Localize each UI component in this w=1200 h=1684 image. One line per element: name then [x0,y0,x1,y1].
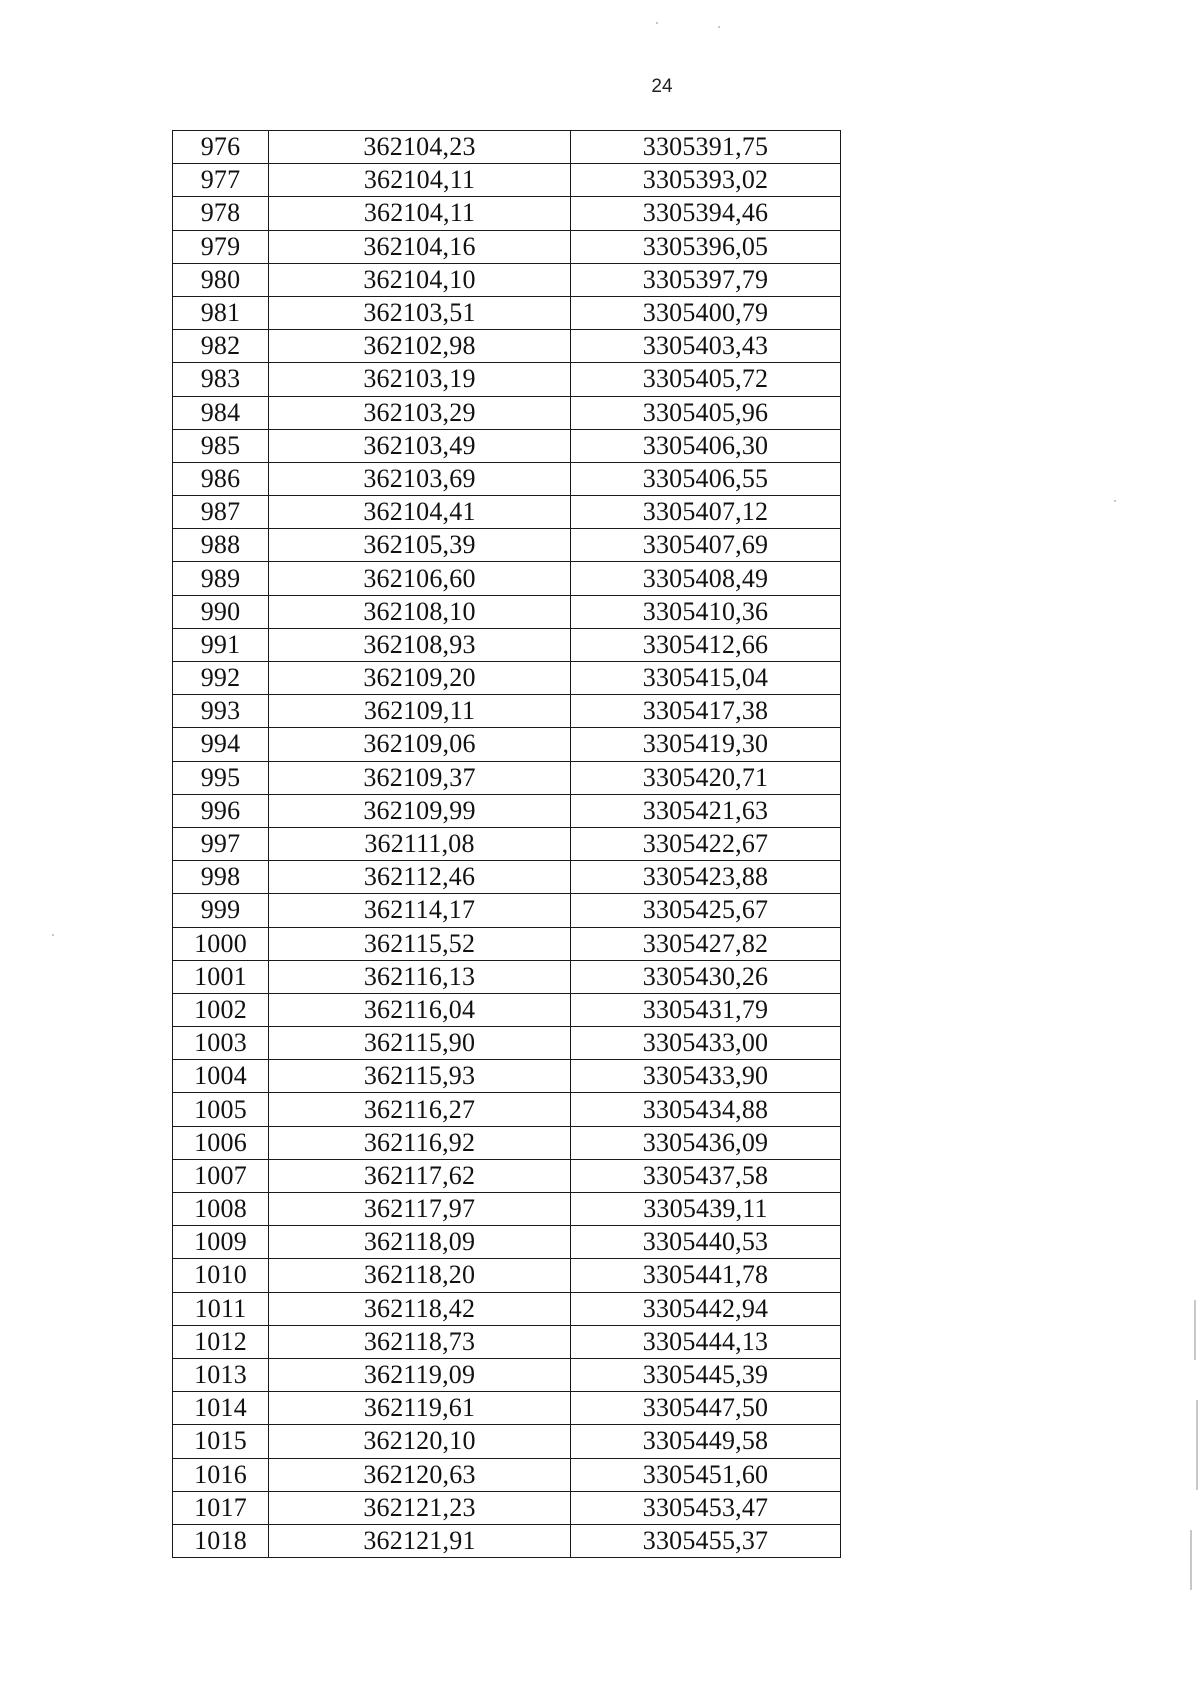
table-row [173,628,841,661]
x-coordinate-cell: 362116,92 [269,1126,571,1159]
y-coordinate-cell: 3305434,88 [571,1093,841,1126]
table-row [173,894,841,927]
table-row [173,1325,841,1358]
y-coordinate-cell: 3305417,38 [571,695,841,728]
table-row [173,761,841,794]
table-row [173,1392,841,1425]
x-coordinate-cell: 362103,51 [269,296,571,329]
point-number-cell: 992 [173,662,269,695]
table-row [173,1027,841,1060]
point-number-cell: 1006 [173,1126,269,1159]
point-number-cell: 983 [173,363,269,396]
point-number-cell: 981 [173,296,269,329]
page-number: 24 [651,76,673,97]
point-number-cell: 978 [173,197,269,230]
point-number-cell: 996 [173,794,269,827]
x-coordinate-cell: 362118,73 [269,1325,571,1358]
table-row [173,1358,841,1391]
point-number-cell: 1004 [173,1060,269,1093]
point-number-cell: 1012 [173,1325,269,1358]
y-coordinate-cell: 3305441,78 [571,1259,841,1292]
point-number-cell: 1001 [173,960,269,993]
point-number-cell: 1009 [173,1226,269,1259]
y-coordinate-cell: 3305393,02 [571,164,841,197]
point-number-cell: 980 [173,263,269,296]
x-coordinate-cell: 362120,63 [269,1458,571,1491]
x-coordinate-cell: 362104,10 [269,263,571,296]
table-row [173,1458,841,1491]
x-coordinate-cell: 362108,93 [269,628,571,661]
table-row [173,562,841,595]
x-coordinate-cell: 362104,41 [269,496,571,529]
point-number-cell: 1000 [173,927,269,960]
table-row [173,230,841,263]
y-coordinate-cell: 3305433,00 [571,1027,841,1060]
y-coordinate-cell: 3305427,82 [571,927,841,960]
x-coordinate-cell: 362112,46 [269,861,571,894]
table-row [173,429,841,462]
table-row [173,263,841,296]
y-coordinate-cell: 3305407,12 [571,496,841,529]
x-coordinate-cell: 362109,37 [269,761,571,794]
point-number-cell: 976 [173,131,269,164]
table-row [173,396,841,429]
y-coordinate-cell: 3305410,36 [571,595,841,628]
table-row [173,927,841,960]
scan-speck [1114,500,1116,502]
y-coordinate-cell: 3305444,13 [571,1325,841,1358]
point-number-cell: 977 [173,164,269,197]
point-number-cell: 1013 [173,1358,269,1391]
scan-speck [1196,1400,1198,1490]
y-coordinate-cell: 3305391,75 [571,131,841,164]
point-number-cell: 1018 [173,1524,269,1557]
point-number-cell: 994 [173,728,269,761]
table-row [173,794,841,827]
point-number-cell: 991 [173,628,269,661]
x-coordinate-cell: 362102,98 [269,330,571,363]
y-coordinate-cell: 3305405,96 [571,396,841,429]
x-coordinate-cell: 362103,69 [269,462,571,495]
table-row [173,1159,841,1192]
table-row [173,1093,841,1126]
x-coordinate-cell: 362106,60 [269,562,571,595]
point-number-cell: 1003 [173,1027,269,1060]
y-coordinate-cell: 3305439,11 [571,1193,841,1226]
scan-speck [1194,1300,1196,1360]
scan-speck [52,934,54,936]
y-coordinate-cell: 3305447,50 [571,1392,841,1425]
point-number-cell: 1005 [173,1093,269,1126]
y-coordinate-cell: 3305406,55 [571,462,841,495]
y-coordinate-cell: 3305412,66 [571,628,841,661]
y-coordinate-cell: 3305451,60 [571,1458,841,1491]
x-coordinate-cell: 362120,10 [269,1425,571,1458]
table-row [173,1259,841,1292]
table-row [173,827,841,860]
point-number-cell: 984 [173,396,269,429]
point-number-cell: 1010 [173,1259,269,1292]
y-coordinate-cell: 3305442,94 [571,1292,841,1325]
y-coordinate-cell: 3305431,79 [571,993,841,1026]
x-coordinate-cell: 362111,08 [269,827,571,860]
x-coordinate-cell: 362104,23 [269,131,571,164]
x-coordinate-cell: 362109,11 [269,695,571,728]
x-coordinate-cell: 362103,49 [269,429,571,462]
point-number-cell: 988 [173,529,269,562]
y-coordinate-cell: 3305430,26 [571,960,841,993]
table-row [173,1226,841,1259]
table-row [173,1292,841,1325]
scan-speck [656,22,658,24]
x-coordinate-cell: 362116,27 [269,1093,571,1126]
point-number-cell: 989 [173,562,269,595]
y-coordinate-cell: 3305437,58 [571,1159,841,1192]
table-row [173,695,841,728]
x-coordinate-cell: 362109,06 [269,728,571,761]
x-coordinate-cell: 362114,17 [269,894,571,927]
coordinates-table [172,130,841,1558]
point-number-cell: 997 [173,827,269,860]
y-coordinate-cell: 3305400,79 [571,296,841,329]
point-number-cell: 1007 [173,1159,269,1192]
point-number-cell: 985 [173,429,269,462]
y-coordinate-cell: 3305406,30 [571,429,841,462]
point-number-cell: 1011 [173,1292,269,1325]
x-coordinate-cell: 362119,09 [269,1358,571,1391]
coordinates-table-body [173,131,841,1558]
x-coordinate-cell: 362109,20 [269,662,571,695]
x-coordinate-cell: 362104,16 [269,230,571,263]
table-row [173,1425,841,1458]
y-coordinate-cell: 3305422,67 [571,827,841,860]
table-row [173,1491,841,1524]
point-number-cell: 1014 [173,1392,269,1425]
table-row [173,164,841,197]
point-number-cell: 987 [173,496,269,529]
x-coordinate-cell: 362117,62 [269,1159,571,1192]
table-row [173,296,841,329]
point-number-cell: 995 [173,761,269,794]
point-number-cell: 990 [173,595,269,628]
y-coordinate-cell: 3305405,72 [571,363,841,396]
y-coordinate-cell: 3305396,05 [571,230,841,263]
x-coordinate-cell: 362117,97 [269,1193,571,1226]
x-coordinate-cell: 362103,29 [269,396,571,429]
point-number-cell: 979 [173,230,269,263]
y-coordinate-cell: 3305455,37 [571,1524,841,1557]
x-coordinate-cell: 362104,11 [269,164,571,197]
table-row [173,1524,841,1557]
x-coordinate-cell: 362119,61 [269,1392,571,1425]
point-number-cell: 1002 [173,993,269,1026]
x-coordinate-cell: 362105,39 [269,529,571,562]
y-coordinate-cell: 3305445,39 [571,1358,841,1391]
x-coordinate-cell: 362118,20 [269,1259,571,1292]
y-coordinate-cell: 3305420,71 [571,761,841,794]
y-coordinate-cell: 3305419,30 [571,728,841,761]
y-coordinate-cell: 3305408,49 [571,562,841,595]
point-number-cell: 999 [173,894,269,927]
scan-speck [1190,1530,1192,1590]
y-coordinate-cell: 3305394,46 [571,197,841,230]
y-coordinate-cell: 3305433,90 [571,1060,841,1093]
coordinates-table-wrapper [172,130,840,1558]
table-row [173,662,841,695]
y-coordinate-cell: 3305415,04 [571,662,841,695]
x-coordinate-cell: 362121,23 [269,1491,571,1524]
point-number-cell: 998 [173,861,269,894]
table-row [173,363,841,396]
y-coordinate-cell: 3305423,88 [571,861,841,894]
point-number-cell: 993 [173,695,269,728]
table-row [173,1060,841,1093]
point-number-cell: 986 [173,462,269,495]
table-row [173,197,841,230]
y-coordinate-cell: 3305436,09 [571,1126,841,1159]
x-coordinate-cell: 362118,42 [269,1292,571,1325]
x-coordinate-cell: 362108,10 [269,595,571,628]
table-row [173,595,841,628]
x-coordinate-cell: 362115,90 [269,1027,571,1060]
point-number-cell: 1008 [173,1193,269,1226]
table-row [173,993,841,1026]
table-row [173,1126,841,1159]
table-row [173,529,841,562]
y-coordinate-cell: 3305440,53 [571,1226,841,1259]
x-coordinate-cell: 362104,11 [269,197,571,230]
y-coordinate-cell: 3305421,63 [571,794,841,827]
table-row [173,960,841,993]
x-coordinate-cell: 362103,19 [269,363,571,396]
y-coordinate-cell: 3305407,69 [571,529,841,562]
table-row [173,728,841,761]
x-coordinate-cell: 362115,52 [269,927,571,960]
y-coordinate-cell: 3305453,47 [571,1491,841,1524]
x-coordinate-cell: 362121,91 [269,1524,571,1557]
point-number-cell: 1017 [173,1491,269,1524]
x-coordinate-cell: 362116,13 [269,960,571,993]
x-coordinate-cell: 362109,99 [269,794,571,827]
y-coordinate-cell: 3305403,43 [571,330,841,363]
table-row [173,131,841,164]
table-row [173,1193,841,1226]
x-coordinate-cell: 362115,93 [269,1060,571,1093]
point-number-cell: 982 [173,330,269,363]
table-row [173,330,841,363]
scan-speck [718,26,720,28]
table-row [173,861,841,894]
x-coordinate-cell: 362118,09 [269,1226,571,1259]
table-row [173,496,841,529]
table-row [173,462,841,495]
x-coordinate-cell: 362116,04 [269,993,571,1026]
y-coordinate-cell: 3305425,67 [571,894,841,927]
point-number-cell: 1015 [173,1425,269,1458]
point-number-cell: 1016 [173,1458,269,1491]
y-coordinate-cell: 3305397,79 [571,263,841,296]
y-coordinate-cell: 3305449,58 [571,1425,841,1458]
